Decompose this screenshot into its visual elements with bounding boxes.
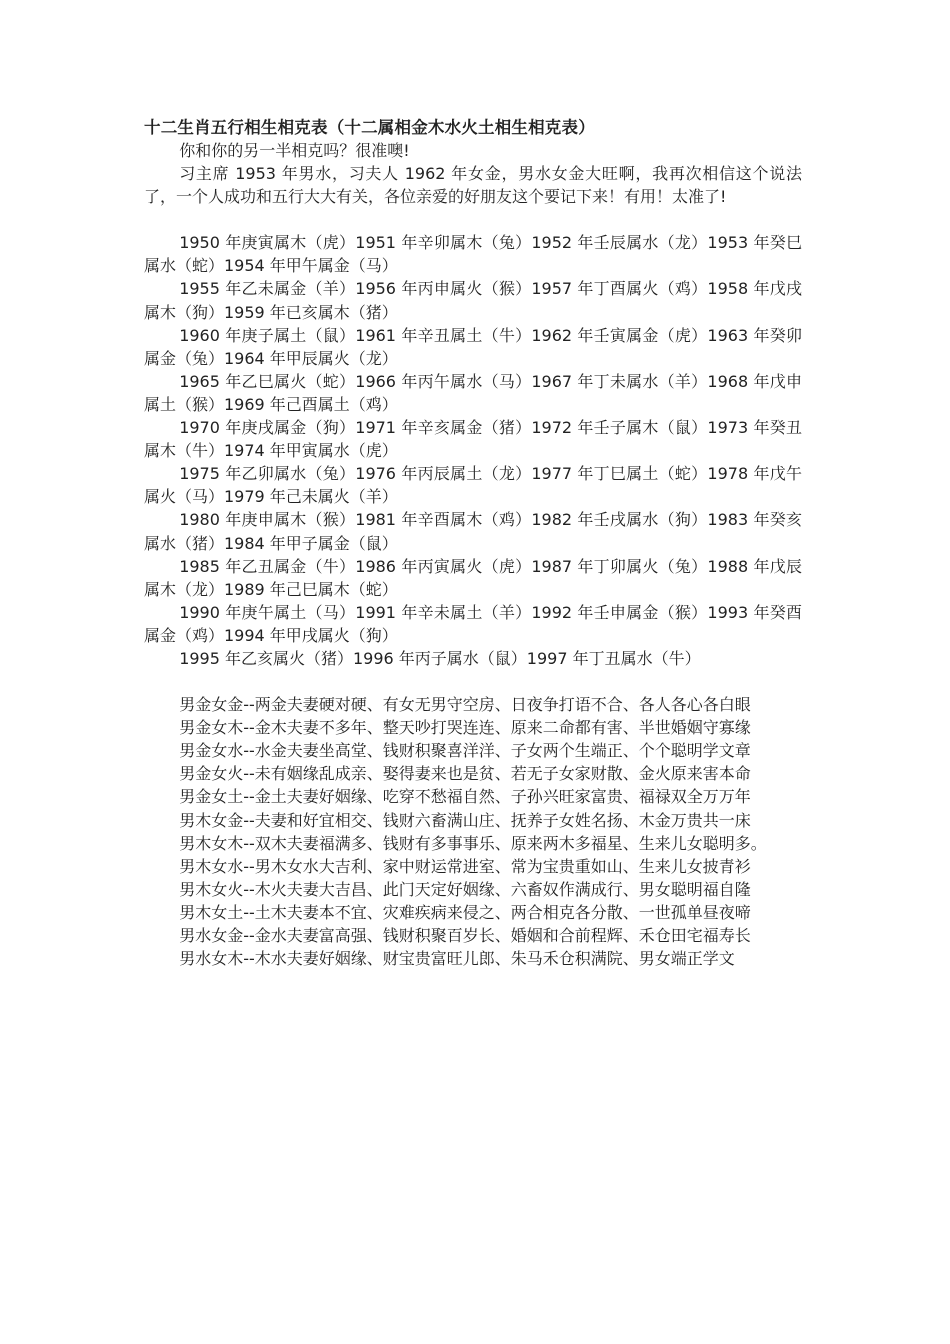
match-item: 男金女火--未有姻缘乱成亲、娶得妻来也是贫、若无子女家财散、金火原来害本命 — [179, 764, 751, 784]
match-item: 男金女水--水金夫妻坐高堂、钱财积聚喜洋洋、子女两个生端正、个个聪明学文章 — [179, 741, 751, 761]
page-title: 十二生肖五行相生相克表（十二属相金木水火土相生相克表） — [144, 118, 595, 137]
match-item: 男水女金--金水夫妻富高强、钱财积聚百岁长、婚姻和合前程辉、禾仓田宅福寿长 — [179, 926, 751, 945]
match-item: 男金女土--金土夫妻好姻缘、吃穿不愁福自然、子孙兴旺家富贵、福禄双全万万年 — [179, 787, 751, 807]
year-row: 1975 年乙卯属水（兔）1976 年丙辰属土（龙）1977 年丁巳属土（蛇）1978 年戊午属火（马）1979 年己未属火（羊） — [144, 464, 802, 507]
year-row: 1970 年庚戌属金（狗）1971 年辛亥属金（猪）1972 年壬子属木（鼠）1973 年癸丑属木（牛）1974 年甲寅属水（虎） — [144, 418, 802, 461]
spacer — [144, 208, 802, 231]
match-item: 男木女金--夫妻和好宜相交、钱财六畜满山庄、抚养子女姓名扬、木金万贵共一床 — [179, 810, 751, 830]
year-row: 1950 年庚寅属木（虎）1951 年辛卯属木（兔）1952 年壬辰属水（龙）1953 年癸巳属水（蛇）1954 年甲午属金（马） — [144, 233, 802, 276]
year-row: 1980 年庚申属木（猴）1981 年辛酉属木（鸡）1982 年壬戌属水（狗）1983 年癸亥属水（猪）1984 年甲子属金（鼠） — [144, 510, 802, 553]
match-item: 男金女金--两金夫妻硬对硬、有女无男守空房、日夜争打语不合、各人各心各白眼 — [179, 695, 751, 715]
match-item: 男木女火--木火夫妻大吉昌、此门天定好姻缘、六畜奴作满成行、男女聪明福自隆 — [179, 879, 751, 899]
match-list — [144, 693, 802, 970]
match-item: 男木女土--土木夫妻本不宜、灾难疾病来侵之、两合相克各分散、一世孤单昼夜啼 — [179, 902, 751, 922]
year-row: 1960 年庚子属土（鼠）1961 年辛丑属土（牛）1962 年壬寅属金（虎）1963 年癸卯属金（兔）1964 年甲辰属火（龙） — [144, 325, 802, 368]
match-item: 男木女水--男木女水大吉利、家中财运常进室、常为宝贵重如山、生来儿女披青衫 — [179, 856, 751, 876]
year-table — [144, 231, 802, 670]
year-row: 1985 年乙丑属金（牛）1986 年丙寅属火（虎）1987 年丁卯属火（兔）1988 年戊辰属木（龙）1989 年己巳属木（蛇） — [144, 556, 802, 599]
year-row: 1965 年乙巳属火（蛇）1966 年丙午属水（马）1967 年丁未属水（羊）1968 年戊申属土（猴）1969 年己酉属土（鸡） — [144, 371, 802, 414]
year-row: 1955 年乙未属金（羊）1956 年丙申属火（猴）1957 年丁酉属火（鸡）1958 年戊戌属木（狗）1959 年已亥属木（猪） — [144, 279, 802, 322]
intro-line: 你和你的另一半相克吗？很准噢! — [179, 141, 410, 160]
match-item: 男金女木--金木夫妻不多年、整天吵打哭连连、原来二命都有害、半世婚姻守寡缘 — [179, 718, 751, 738]
match-item: 男木女木--双木夫妻福满多、钱财有多事事乐、原来两木多福星、生来儿女聪明多。 — [179, 833, 767, 853]
year-row: 1990 年庚午属土（马）1991 年辛未属土（羊）1992 年壬申属金（猴）1993 年癸酉属金（鸡）1994 年甲戌属火（狗） — [144, 602, 802, 645]
intro-paragraph: 习主席 1953 年男水，习夫人 1962 年女金，男水女金大旺啊，我再次相信这个说法了，一个人成功和五行大大有关，各位亲爱的好朋友这个要记下来！有用！太准了! — [144, 164, 802, 207]
intro-section — [144, 139, 802, 208]
match-item: 男水女木--木水夫妻好姻缘、财宝贵富旺儿郎、朱马禾仓积满院、男女端正学文 — [179, 949, 735, 969]
year-row: 1995 年乙亥属火（猪）1996 年丙子属水（鼠）1997 年丁丑属水（牛） — [179, 648, 701, 668]
spacer — [144, 670, 802, 693]
